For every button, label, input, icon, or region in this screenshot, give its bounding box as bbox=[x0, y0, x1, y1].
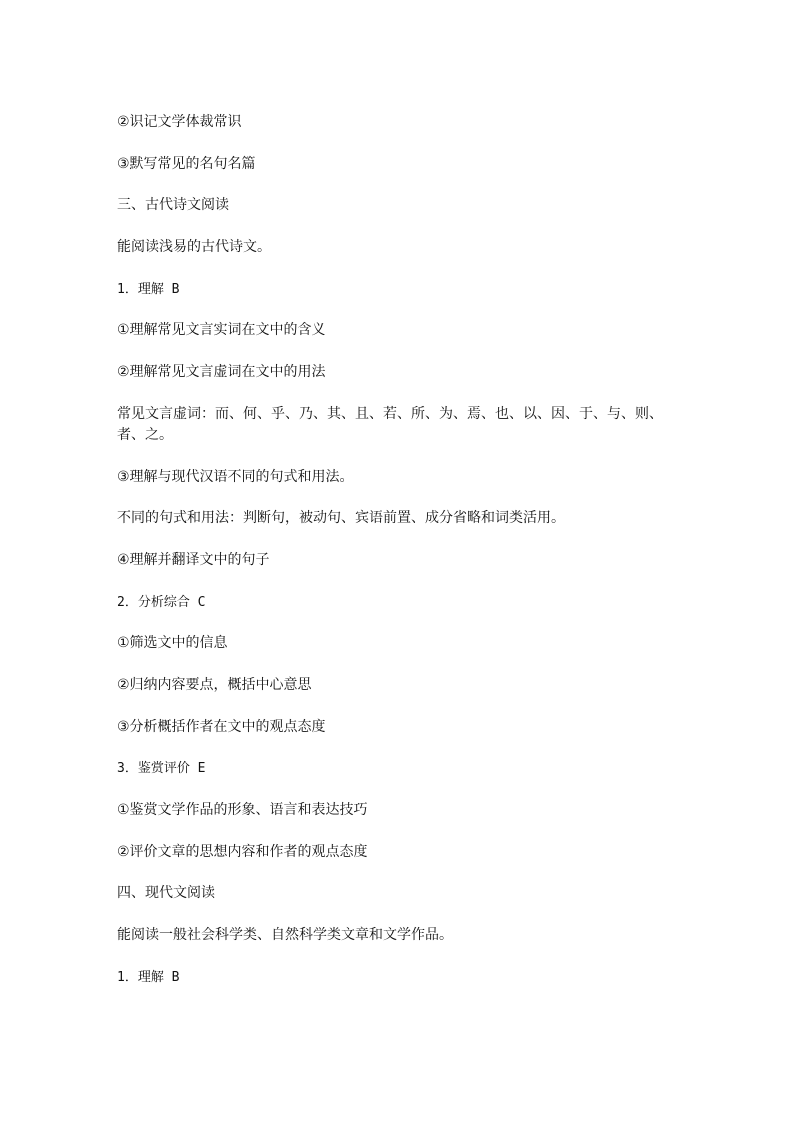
paragraph-appreciate-works: ①鉴赏文学作品的形象、语言和表达技巧 bbox=[117, 802, 368, 818]
section-heading-modern-reading: 四、现代文阅读 bbox=[117, 885, 215, 902]
subheading-analysis: 2．分析综合 C bbox=[117, 594, 206, 610]
section-heading-classical-reading: 三、古代诗文阅读 bbox=[117, 197, 229, 214]
subheading-appreciation: 3．鉴赏评价 E bbox=[117, 761, 206, 777]
paragraph-famous-lines: ③默写常见的名句名篇 bbox=[117, 155, 256, 172]
paragraph-evaluate-article: ②评价文章的思想内容和作者的观点态度 bbox=[117, 843, 368, 860]
paragraph-sentence-patterns-detail: 不同的句式和用法：判断句，被动句、宾语前置、成分省略和词类活用。 bbox=[117, 510, 565, 527]
paragraph-modern-reading-ability: 能阅读一般社会科学类、自然科学类文章和文学作品。 bbox=[117, 927, 453, 944]
paragraph-translate: ④理解并翻译文中的句子 bbox=[117, 551, 270, 568]
paragraph-author-view: ③分析概括作者在文中的观点态度 bbox=[117, 718, 326, 735]
subheading-understanding-2: 1．理解 B bbox=[117, 969, 180, 985]
paragraph-literary-genre: ②识记文学体裁常识 bbox=[117, 114, 242, 130]
paragraph-summarize: ②归纳内容要点，概括中心意思 bbox=[117, 676, 312, 693]
paragraph-filter-info: ①筛选文中的信息 bbox=[117, 635, 228, 652]
document-body bbox=[117, 112, 687, 1008]
subheading-understanding: 1．理解 B bbox=[117, 281, 180, 297]
paragraph-content-words: ①理解常见文言实词在文中的含义 bbox=[117, 322, 326, 339]
paragraph-function-words-list: 常见文言虚词：而、何、乎、乃、其、且、若、所、为、焉、也、以、因、于、与、则、者、之。 bbox=[117, 405, 663, 443]
paragraph-reading-ability: 能阅读浅易的古代诗文。 bbox=[117, 239, 271, 256]
paragraph-sentence-patterns: ③理解与现代汉语不同的句式和用法。 bbox=[117, 468, 354, 485]
paragraph-function-words: ②理解常见文言虚词在文中的用法 bbox=[117, 364, 326, 381]
